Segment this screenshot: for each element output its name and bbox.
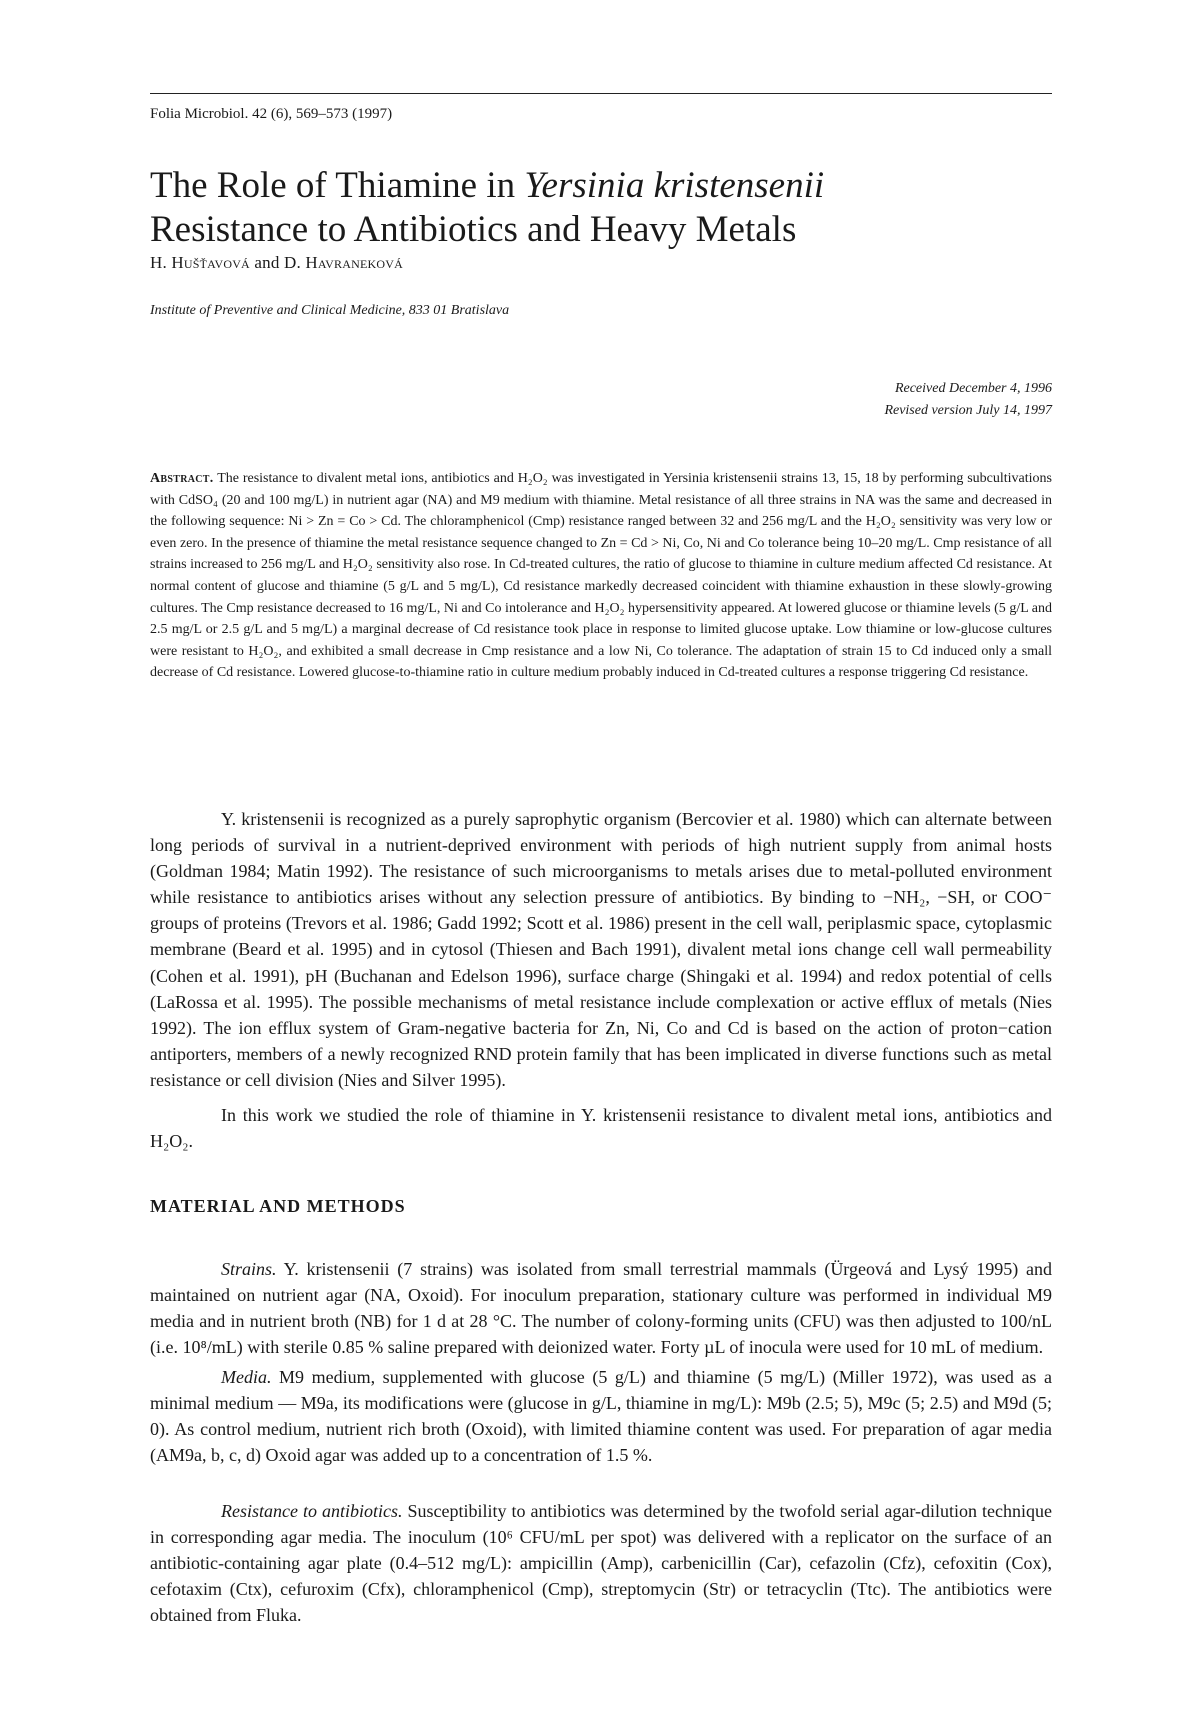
journal-citation: Folia Microbiol. 42 (6), 569–573 (1997) [150,106,393,122]
header-rule [150,93,1052,94]
intro-paragraph-1: Y. kristensenii is recognized as a purely saprophytic organism (Bercovier et al. 1980) which can alternate between long periods of survival in a nutrient-deprived environment with periods of high nutrient supply from animal hosts (Goldman 1984; Matin 1992). The resistance of such microorganisms to metals arises due to metal-polluted environment while resistance to antibiotics arises without any selection pressure of antibiotics. By binding to −NH₂, −SH, or COO⁻ groups of proteins (Trevors et al. 1986; Gadd 1992; Scott et al. 1986) present in the cell wall, periplasmic space, cytoplasmic membrane (Beard et al. 1995) and in cytosol (Thiesen and Bach 1991), divalent metal ions change cell wall permeability (Cohen et al. 1991), pH (Buchanan and Edelson 1996), surface charge (Shingaki et al. 1994) and redox potential of cells (LaRossa et al. 1995). The possible mechanisms of metal resistance include complexation or active efflux of metals (Nies 1992). The ion efflux system of Gram-negative bacteria for Zn, Ni, Co and Cd is based on the action of proton−cation antiporters, members of a newly recognized RND protein family that has been implicated in diverse functions such as metal resistance or cell division (Nies and Silver 1995). [150,809,1052,1090]
revised-date: Revised version July 14, 1997 [884,403,1052,418]
intro-paragraph-2: In this work we studied the role of thiamine in Y. kristensenii resistance to divalent metal ions, antibiotics and H₂O₂. [150,1105,1052,1152]
abstract-text: The resistance to divalent metal ions, antibiotics and H₂O₂ was investigated in Yersinia kristensenii strains 13, 15, 18 by performing subcultivations with CdSO₄ (20 and 100 mg/L) in nutrient agar (NA) and M9 medium with thiamine. Metal resistance of all three strains in NA was the same and decreased in the following sequence: Ni > Zn = Co > Cd. The chloramphenicol (Cmp) resistance ranged between 32 and 256 mg/L and the H₂O₂ sensitivity was very low or even zero. In the presence of thiamine the metal resistance sequence changed to Zn = Cd > Ni, Co, Ni and Co tolerance being 10–20 mg/L. Cmp resistance of all strains increased to 256 mg/L and H₂O₂ sensitivity also rose. In Cd-treated cultures, the ratio of glucose to thiamine in culture medium affected Cd resistance. At normal content of glucose and thiamine (5 g/L and 5 mg/L), Cd resistance markedly decreased coincident with thiamine exhaustion in these slowly-growing cultures. The Cmp resistance decreased to 16 mg/L, Ni and Co intolerance and H₂O₂ hypersensitivity appeared. At lowered glucose or thiamine levels (5 g/L and 2.5 mg/L or 2.5 g/L and 5 mg/L) a marginal decrease of Cd resistance took place in response to limited glucose uptake. Low thiamine or low-glucose cultures were resistant to H₂O₂, and exhibited a small decrease in Cmp resistance and a low Ni, Co tolerance. The adaptation of strain 15 to Cd induced only a small decrease of Cd resistance. Lowered glucose-to-thiamine ratio in culture medium probably induced in Cd-treated cultures a response triggering Cd resistance. [150,471,1052,681]
abstract-heading: Abstract. [150,471,214,486]
strains-text: Y. kristensenii (7 strains) was isolated from small terrestrial mammals (Ürgeová and Lysý 1995) and maintained on nutrient agar (NA, Oxoid). For inoculum preparation, stationary culture was performed in individual M9 media and in nutrient broth (NB) for 1 d at 28 °C. The number of colony-forming units (CFU) was then adjusted to 100/nL (i.e. 10⁸/mL) with sterile 0.85 % saline prepared with deionized water. Forty µL of inocula were used for 10 mL of medium. [150,1259,1052,1358]
authors-and: and [249,253,284,272]
paper-title [150,164,1050,252]
authors [150,253,403,273]
methods-antibiotics-paragraph [150,1498,1052,1628]
antibiotics-label: Resistance to antibiotics. [221,1501,403,1521]
author-1-initial: H. [150,253,172,272]
author-1-name: Hušťavová [171,253,250,272]
dates-block [884,378,1052,422]
title-line2: Resistance to Antibiotics and Heavy Metals [150,209,797,250]
received-date: Received December 4, 1996 [894,381,1052,396]
methods-media-paragraph [150,1364,1052,1468]
strains-label: Strains. [221,1259,277,1279]
section-heading-methods: MATERIAL AND METHODS [150,1196,406,1216]
title-line1-prefix: The Role of Thiamine in [150,165,525,206]
author-2-name: Havraneková [305,253,403,272]
media-text: M9 medium, supplemented with glucose (5 g/L) and thiamine (5 mg/L) (Miller 1972), was used as a minimal medium — M9a, its modifications were (glucose in g/L, thiamine in mg/L): M9b (2.5; 5), M9c (5; 2.5) and M9d (5; 0). As control medium, nutrient rich broth (Oxoid), with limited thiamine content was used. For preparation of agar media (AM9a, b, c, d) Oxoid agar was added up to a concentration of 1.5 %. [150,1367,1052,1466]
author-2-initial: D. [283,253,306,272]
methods-strains-paragraph [150,1256,1052,1360]
title-line1-italic: Yersinia kristensenii [524,165,825,206]
antibiotics-text: Susceptibility to antibiotics was determined by the twofold serial agar-dilution technique in corresponding agar media. The inoculum (10⁶ CFU/mL per spot) was delivered with a replicator on the surface of an antibiotic-containing agar plate (0.4–512 mg/L): ampicillin (Amp), carbenicillin (Car), cefazolin (Cfz), cefoxitin (Cox), cefotaxim (Ctx), cefuroxim (Cfx), chloramphenicol (Cmp), streptomycin (Str) or tetracyclin (Ttc). The antibiotics were obtained from Fluka. [150,1501,1052,1626]
media-label: Media. [221,1367,272,1387]
affiliation: Institute of Preventive and Clinical Medicine, 833 01 Bratislava [150,303,510,318]
abstract [150,468,1052,684]
